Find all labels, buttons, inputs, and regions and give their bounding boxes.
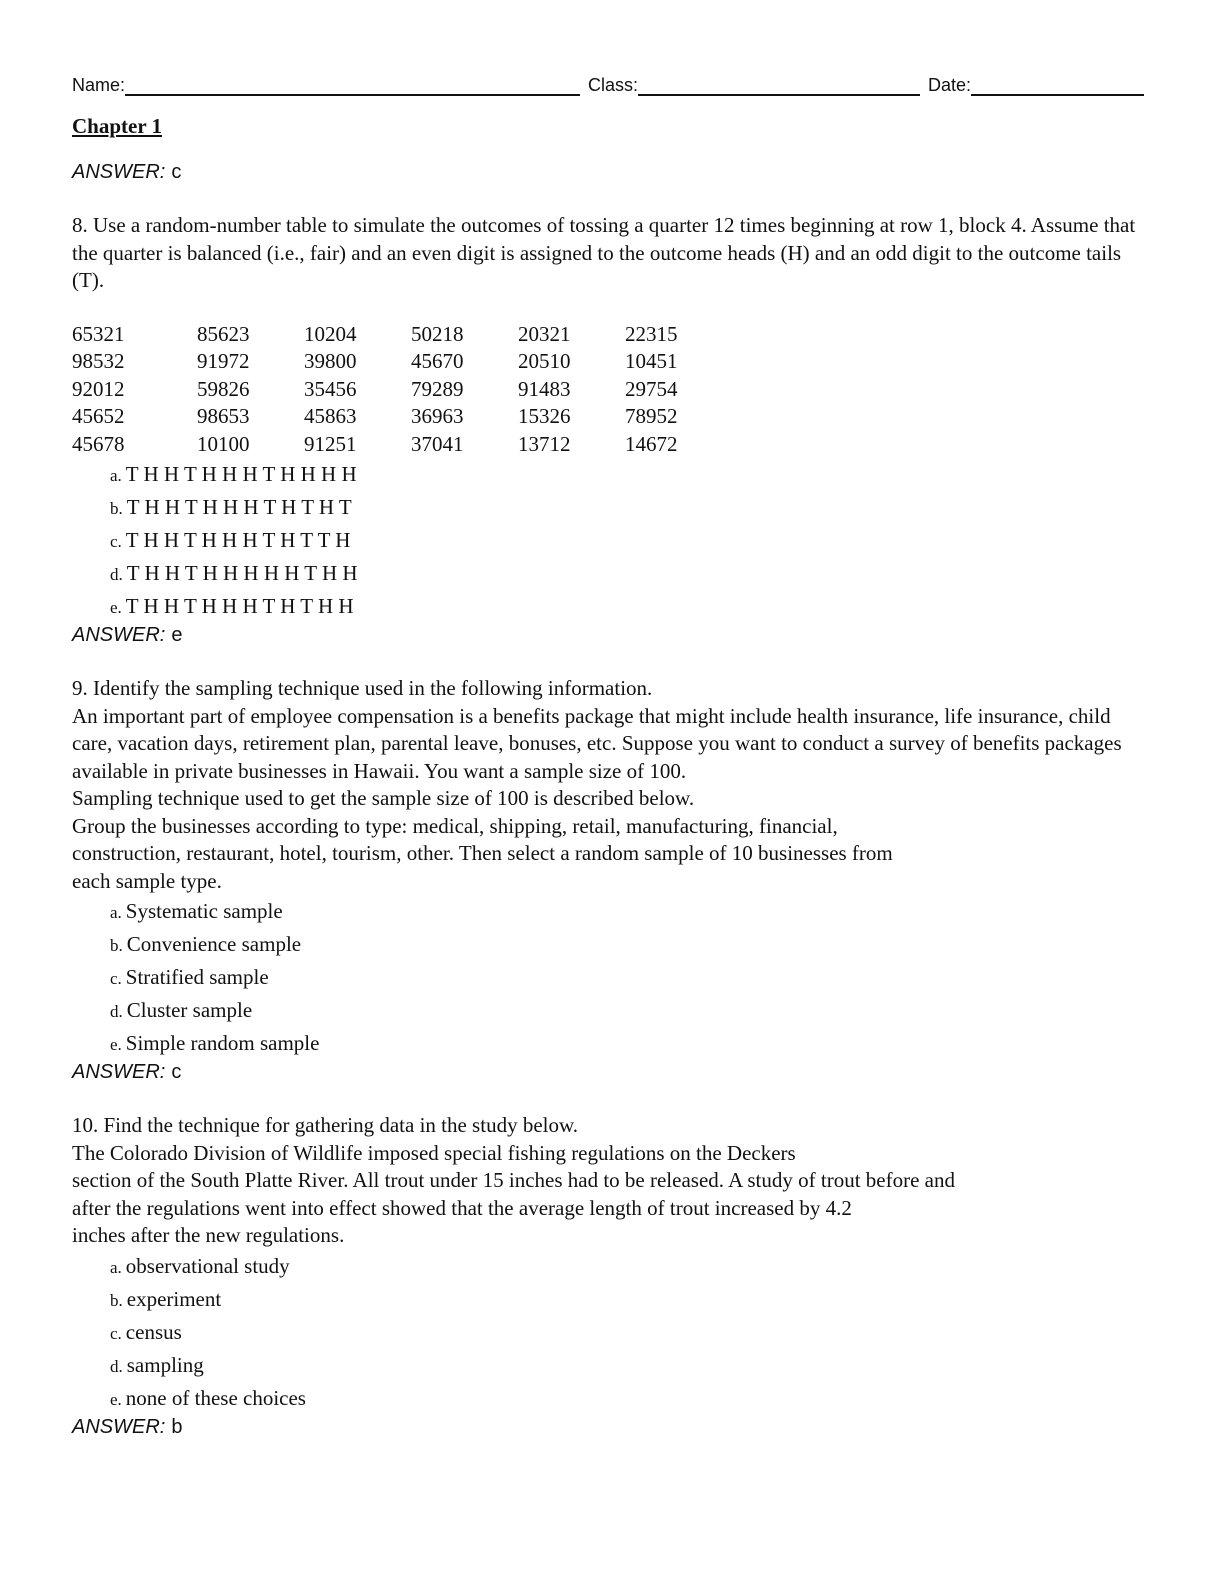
option-text: none of these choices — [125, 1385, 306, 1410]
option-text: Simple random sample — [125, 1031, 320, 1055]
option-text: T H H T H H H T H H H H — [125, 462, 357, 486]
answer-option[interactable] — [110, 928, 1144, 961]
option-letter: b. — [110, 499, 123, 518]
answer-label: ANSWER: — [72, 1061, 166, 1083]
option-letter: e. — [110, 598, 122, 617]
class-label: Class: — [588, 75, 639, 95]
answer-option[interactable] — [110, 458, 1144, 491]
table-cell: 92012 — [72, 376, 125, 401]
answer-label: ANSWER: — [72, 1415, 166, 1438]
option-letter: d. — [110, 1356, 123, 1376]
chapter-heading: Chapter 1 — [72, 114, 163, 138]
header-row — [72, 68, 1144, 96]
table-row — [72, 431, 732, 459]
previous-answer — [72, 160, 1144, 184]
option-text: observational study — [125, 1253, 290, 1278]
option-text: T H H T H H H T H T H H — [125, 594, 354, 618]
option-text: Stratified sample — [125, 965, 269, 989]
table-cell: 39800 — [304, 349, 357, 373]
option-letter: b. — [110, 1290, 123, 1310]
table-cell: 59826 — [197, 376, 250, 401]
table-cell: 98532 — [72, 349, 125, 373]
table-cell: 20510 — [518, 349, 571, 373]
answer-option[interactable] — [110, 590, 1144, 623]
table-cell: 91251 — [304, 431, 357, 456]
table-row — [72, 403, 732, 431]
option-letter: c. — [110, 1323, 122, 1343]
q9-description-line: construction, restaurant, hotel, tourism, other. Then select a random sample of 10 businesses from — [72, 841, 893, 865]
answer-value: e — [171, 624, 183, 646]
q9-scenario: An important part of employee compensation is a benefits package that might include health insurance, life insurance, child care, vacation days, retirement plan, parental leave, bonuses, etc. Suppose you want to conduct a survey of benefits packages available in private businesses in Hawaii. You want a sample size of 100. — [72, 703, 1122, 783]
option-text: Convenience sample — [126, 932, 302, 956]
q9-prompt: 9. Identify the sampling technique used in the following information. — [72, 676, 653, 700]
q8-answer — [72, 623, 1144, 647]
answer-option[interactable] — [110, 524, 1144, 557]
table-cell: 14672 — [625, 431, 678, 456]
option-letter: c. — [110, 969, 122, 988]
table-cell: 20321 — [518, 321, 571, 346]
answer-value: c — [171, 161, 182, 183]
answer-label: ANSWER: — [72, 624, 166, 646]
table-cell: 15326 — [518, 404, 571, 428]
q9-options — [72, 895, 1144, 1060]
answer-option[interactable] — [110, 557, 1144, 590]
table-cell: 91483 — [518, 376, 571, 401]
option-letter: a. — [110, 903, 122, 922]
option-text: T H H T H H H T H T H T — [126, 495, 352, 519]
class-field-line[interactable] — [638, 76, 920, 96]
table-cell: 45863 — [304, 404, 357, 428]
answer-option[interactable] — [110, 895, 1144, 928]
q10-scenario-line: after the regulations went into effect showed that the average length of trout increased by 4.2 — [72, 1195, 852, 1220]
option-letter: b. — [110, 936, 123, 955]
table-cell: 36963 — [411, 404, 464, 428]
q10-scenario-line: inches after the new regulations. — [72, 1223, 345, 1247]
table-row — [72, 321, 732, 349]
answer-option[interactable] — [110, 1283, 1144, 1316]
answer-option[interactable] — [110, 491, 1144, 524]
answer-value: b — [171, 1415, 183, 1438]
table-cell: 35456 — [304, 376, 357, 401]
option-text: Systematic sample — [125, 899, 283, 923]
option-letter: d. — [110, 565, 123, 584]
q10-answer — [72, 1415, 1144, 1439]
option-text: sampling — [126, 1352, 204, 1377]
table-cell: 10100 — [197, 431, 250, 456]
table-cell: 85623 — [197, 321, 250, 346]
random-number-table — [72, 321, 732, 459]
answer-option[interactable] — [110, 1382, 1144, 1415]
answer-option[interactable] — [110, 994, 1144, 1027]
table-row — [72, 348, 732, 376]
table-cell: 13712 — [518, 431, 571, 456]
answer-label: ANSWER: — [72, 161, 166, 183]
option-text: T H H T H H H H H T H H — [126, 561, 358, 585]
q8-options — [72, 458, 1144, 623]
q10-scenario-line: The Colorado Division of Wildlife imposed special fishing regulations on the Deckers — [72, 1140, 796, 1165]
option-letter: a. — [110, 1257, 122, 1277]
worksheet-page — [72, 68, 1144, 1439]
option-text: T H H T H H H T H T T H — [125, 528, 351, 552]
q10-options — [72, 1250, 1144, 1415]
q10-prompt: 10. Find the technique for gathering data in the study below. — [72, 1113, 579, 1137]
option-text: Cluster sample — [126, 998, 253, 1022]
answer-value: c — [171, 1061, 182, 1083]
table-cell: 29754 — [625, 376, 678, 401]
table-cell: 10451 — [625, 349, 678, 373]
table-row — [72, 376, 732, 404]
answer-option[interactable] — [110, 1027, 1144, 1060]
option-letter: a. — [110, 466, 122, 485]
answer-option[interactable] — [110, 1250, 1144, 1283]
q9-description-line: Group the businesses according to type: medical, shipping, retail, manufacturing, financial, — [72, 813, 838, 838]
q8-text: 8. Use a random-number table to simulate the outcomes of tossing a quarter 12 times beginning at row 1, block 4. Assume that the quarter is balanced (i.e., fair) and an even digit is assigned to the outcome heads (H) and an odd digit to the outcome tails (T). — [72, 213, 1136, 292]
option-text: experiment — [126, 1286, 222, 1311]
table-cell: 50218 — [411, 321, 464, 346]
option-text: census — [125, 1319, 182, 1344]
date-field-line[interactable] — [971, 76, 1144, 96]
table-cell: 98653 — [197, 404, 250, 428]
table-cell: 79289 — [411, 376, 464, 401]
table-cell: 22315 — [625, 321, 678, 346]
option-letter: e. — [110, 1389, 122, 1409]
name-field-line[interactable] — [125, 76, 580, 96]
answer-option[interactable] — [110, 1316, 1144, 1349]
answer-option[interactable] — [110, 1349, 1144, 1382]
option-letter: d. — [110, 1002, 123, 1021]
q9-sampling-note: Sampling technique used to get the sample size of 100 is described below. — [72, 786, 695, 810]
table-cell: 45670 — [411, 349, 464, 373]
option-letter: e. — [110, 1035, 122, 1054]
table-cell: 78952 — [625, 404, 678, 428]
table-cell: 45652 — [72, 404, 125, 428]
q9-description-line: each sample type. — [72, 868, 222, 893]
option-letter: c. — [110, 532, 122, 551]
q9-answer — [72, 1060, 1144, 1084]
table-cell: 45678 — [72, 431, 125, 456]
table-cell: 37041 — [411, 431, 464, 456]
q10-scenario-line: section of the South Platte River. All trout under 15 inches had to be released. A study of trout before and — [72, 1168, 955, 1192]
answer-option[interactable] — [110, 961, 1144, 994]
name-label: Name: — [72, 75, 126, 95]
date-label: Date: — [928, 75, 972, 95]
table-cell: 10204 — [304, 321, 357, 346]
table-cell: 91972 — [197, 349, 250, 373]
table-cell: 65321 — [72, 321, 125, 346]
